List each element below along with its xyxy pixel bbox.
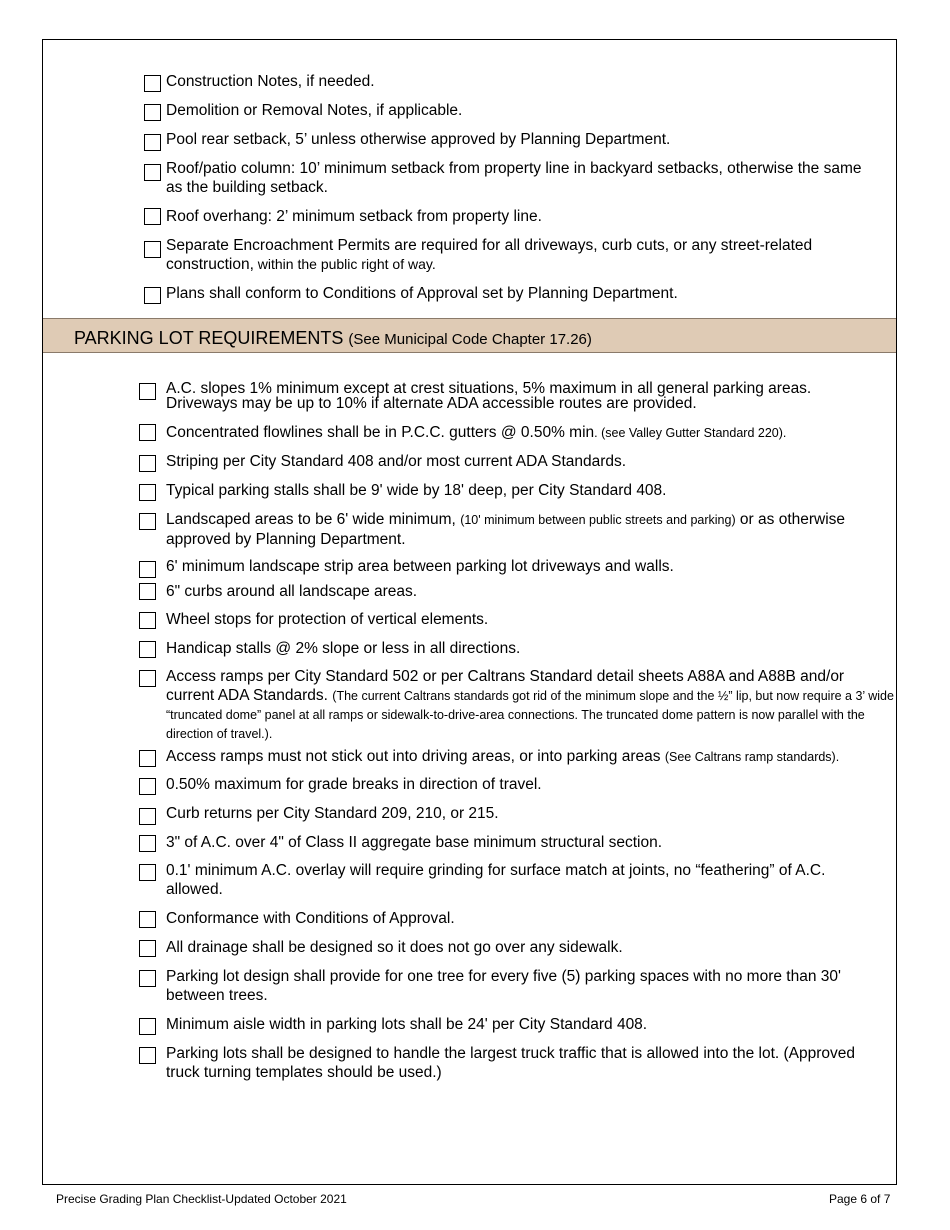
item-text-after: or as otherwise approved by Planning Department. [166,511,846,548]
checkbox[interactable] [139,513,156,530]
section-title-text: PARKING LOT REQUIREMENTS [74,328,344,348]
checkbox[interactable] [139,940,156,957]
item-text: Parking lots shall be designed to handle the largest truck traffic that is allowed into the lot. (Approved truck turning templates should be used.) [166,1045,856,1081]
item-text: Conformance with Conditions of Approval. [166,910,455,927]
item-text [166,667,894,743]
item-text: Striping per City Standard 408 and/or most current ADA Standards. [166,453,627,470]
checkbox[interactable] [139,641,156,658]
item-text: All drainage shall be designed so it does not go over any sidewalk. [166,939,623,956]
item-text: Construction Notes, if needed. [166,73,375,90]
checklist-frame [42,39,897,1185]
item-text: Roof/patio column: 10’ minimum setback from property line in backyard setbacks, otherwise the same as the building setback. [166,160,862,196]
checkbox[interactable] [139,670,156,687]
item-text-main: Separate Encroachment Permits are required for all driveways, curb cuts, or any street-related construction, [166,237,813,273]
item-text-main: Access ramps per City Standard 502 or per Caltrans Standard detail sheets A88A and A88B and/or current ADA Standards. [166,668,845,704]
checkbox[interactable] [144,75,161,92]
checkbox[interactable] [144,208,161,225]
item-text [166,510,866,549]
item-text: A.C. slopes 1% minimum except at crest situations, 5% maximum in all general parking areas. Driveways may be up to 10% if alternate ADA accessible routes are provided. [166,380,812,412]
item-text: Demolition or Removal Notes, if applicable. [166,102,463,119]
item-text-main: Access ramps must not stick out into driving areas, or into parking areas [166,748,665,765]
item-text: Handicap stalls @ 2% slope or less in all directions. [166,640,521,657]
section-header [43,318,896,353]
item-text-note: . (see Valley Gutter Standard 220). [594,426,787,440]
section-reference: (See Municipal Code Chapter 17.26) [348,331,592,348]
checkbox[interactable] [139,970,156,987]
item-text: Pool rear setback, 5’ unless otherwise approved by Planning Department. [166,131,671,148]
item-text: 6' minimum landscape strip area between parking lot driveways and walls. [166,558,674,575]
item-text: 6" curbs around all landscape areas. [166,583,418,600]
item-text: Plans shall conform to Conditions of Approval set by Planning Department. [166,285,678,302]
checkbox[interactable] [139,864,156,881]
item-text-main: Concentrated flowlines shall be in P.C.C. gutters @ 0.50% min [166,424,595,441]
checkbox[interactable] [139,835,156,852]
checkbox[interactable] [139,1047,156,1064]
checkbox[interactable] [144,164,161,181]
item-text: Minimum aisle width in parking lots shall be 24' per City Standard 408. [166,1016,648,1033]
item-text: Roof overhang: 2’ minimum setback from property line. [166,208,542,225]
checkbox[interactable] [139,612,156,629]
checkbox[interactable] [139,561,156,578]
checkbox[interactable] [144,241,161,258]
item-text: Curb returns per City Standard 209, 210, or 215. [166,805,499,822]
item-text [166,747,896,767]
checkbox[interactable] [144,134,161,151]
item-text: 0.50% maximum for grade breaks in direction of travel. [166,776,542,793]
checkbox[interactable] [139,750,156,767]
checkbox[interactable] [139,583,156,600]
checkbox[interactable] [139,911,156,928]
checkbox[interactable] [139,1018,156,1035]
item-text: 0.1' minimum A.C. overlay will require grinding for surface match at joints, no “feathering” of A.C. allowed. [166,862,826,898]
checkbox[interactable] [139,455,156,472]
item-text-note: (10' minimum between public streets and parking) [460,513,736,527]
item-text-main: Landscaped areas to be 6' wide minimum, [166,511,461,528]
item-text: Wheel stops for protection of vertical elements. [166,611,489,628]
item-text-note: (See Caltrans ramp standards). [664,750,840,764]
item-text: Typical parking stalls shall be 9' wide by 18' deep, per City Standard 408. [166,482,667,499]
item-text: Parking lot design shall provide for one tree for every five (5) parking spaces with no more than 30' between trees. [166,968,841,1004]
section-title [74,328,592,349]
page-number: Page 6 of 7 [829,1192,891,1206]
checkbox[interactable] [144,287,161,304]
footer-title: Precise Grading Plan Checklist-Updated October 2021 [56,1192,347,1206]
checkbox[interactable] [144,104,161,121]
checkbox[interactable] [139,424,156,441]
checkbox[interactable] [139,383,156,400]
checkbox[interactable] [139,778,156,795]
checkbox[interactable] [139,484,156,501]
item-text: 3" of A.C. over 4" of Class II aggregate base minimum structural section. [166,834,663,851]
item-text-note: within the public right of way. [253,256,436,272]
item-text [166,236,881,274]
item-text [166,423,894,443]
item-text-note: (The current Caltrans standards got rid of the minimum slope and the ½” lip, but now require a 3’ wide “truncated dome” panel at all ramps or sidewalk-to-drive-area connections. The truncated dome pattern is now parallel with the direction of travel.). [166,689,894,741]
checkbox[interactable] [139,808,156,825]
